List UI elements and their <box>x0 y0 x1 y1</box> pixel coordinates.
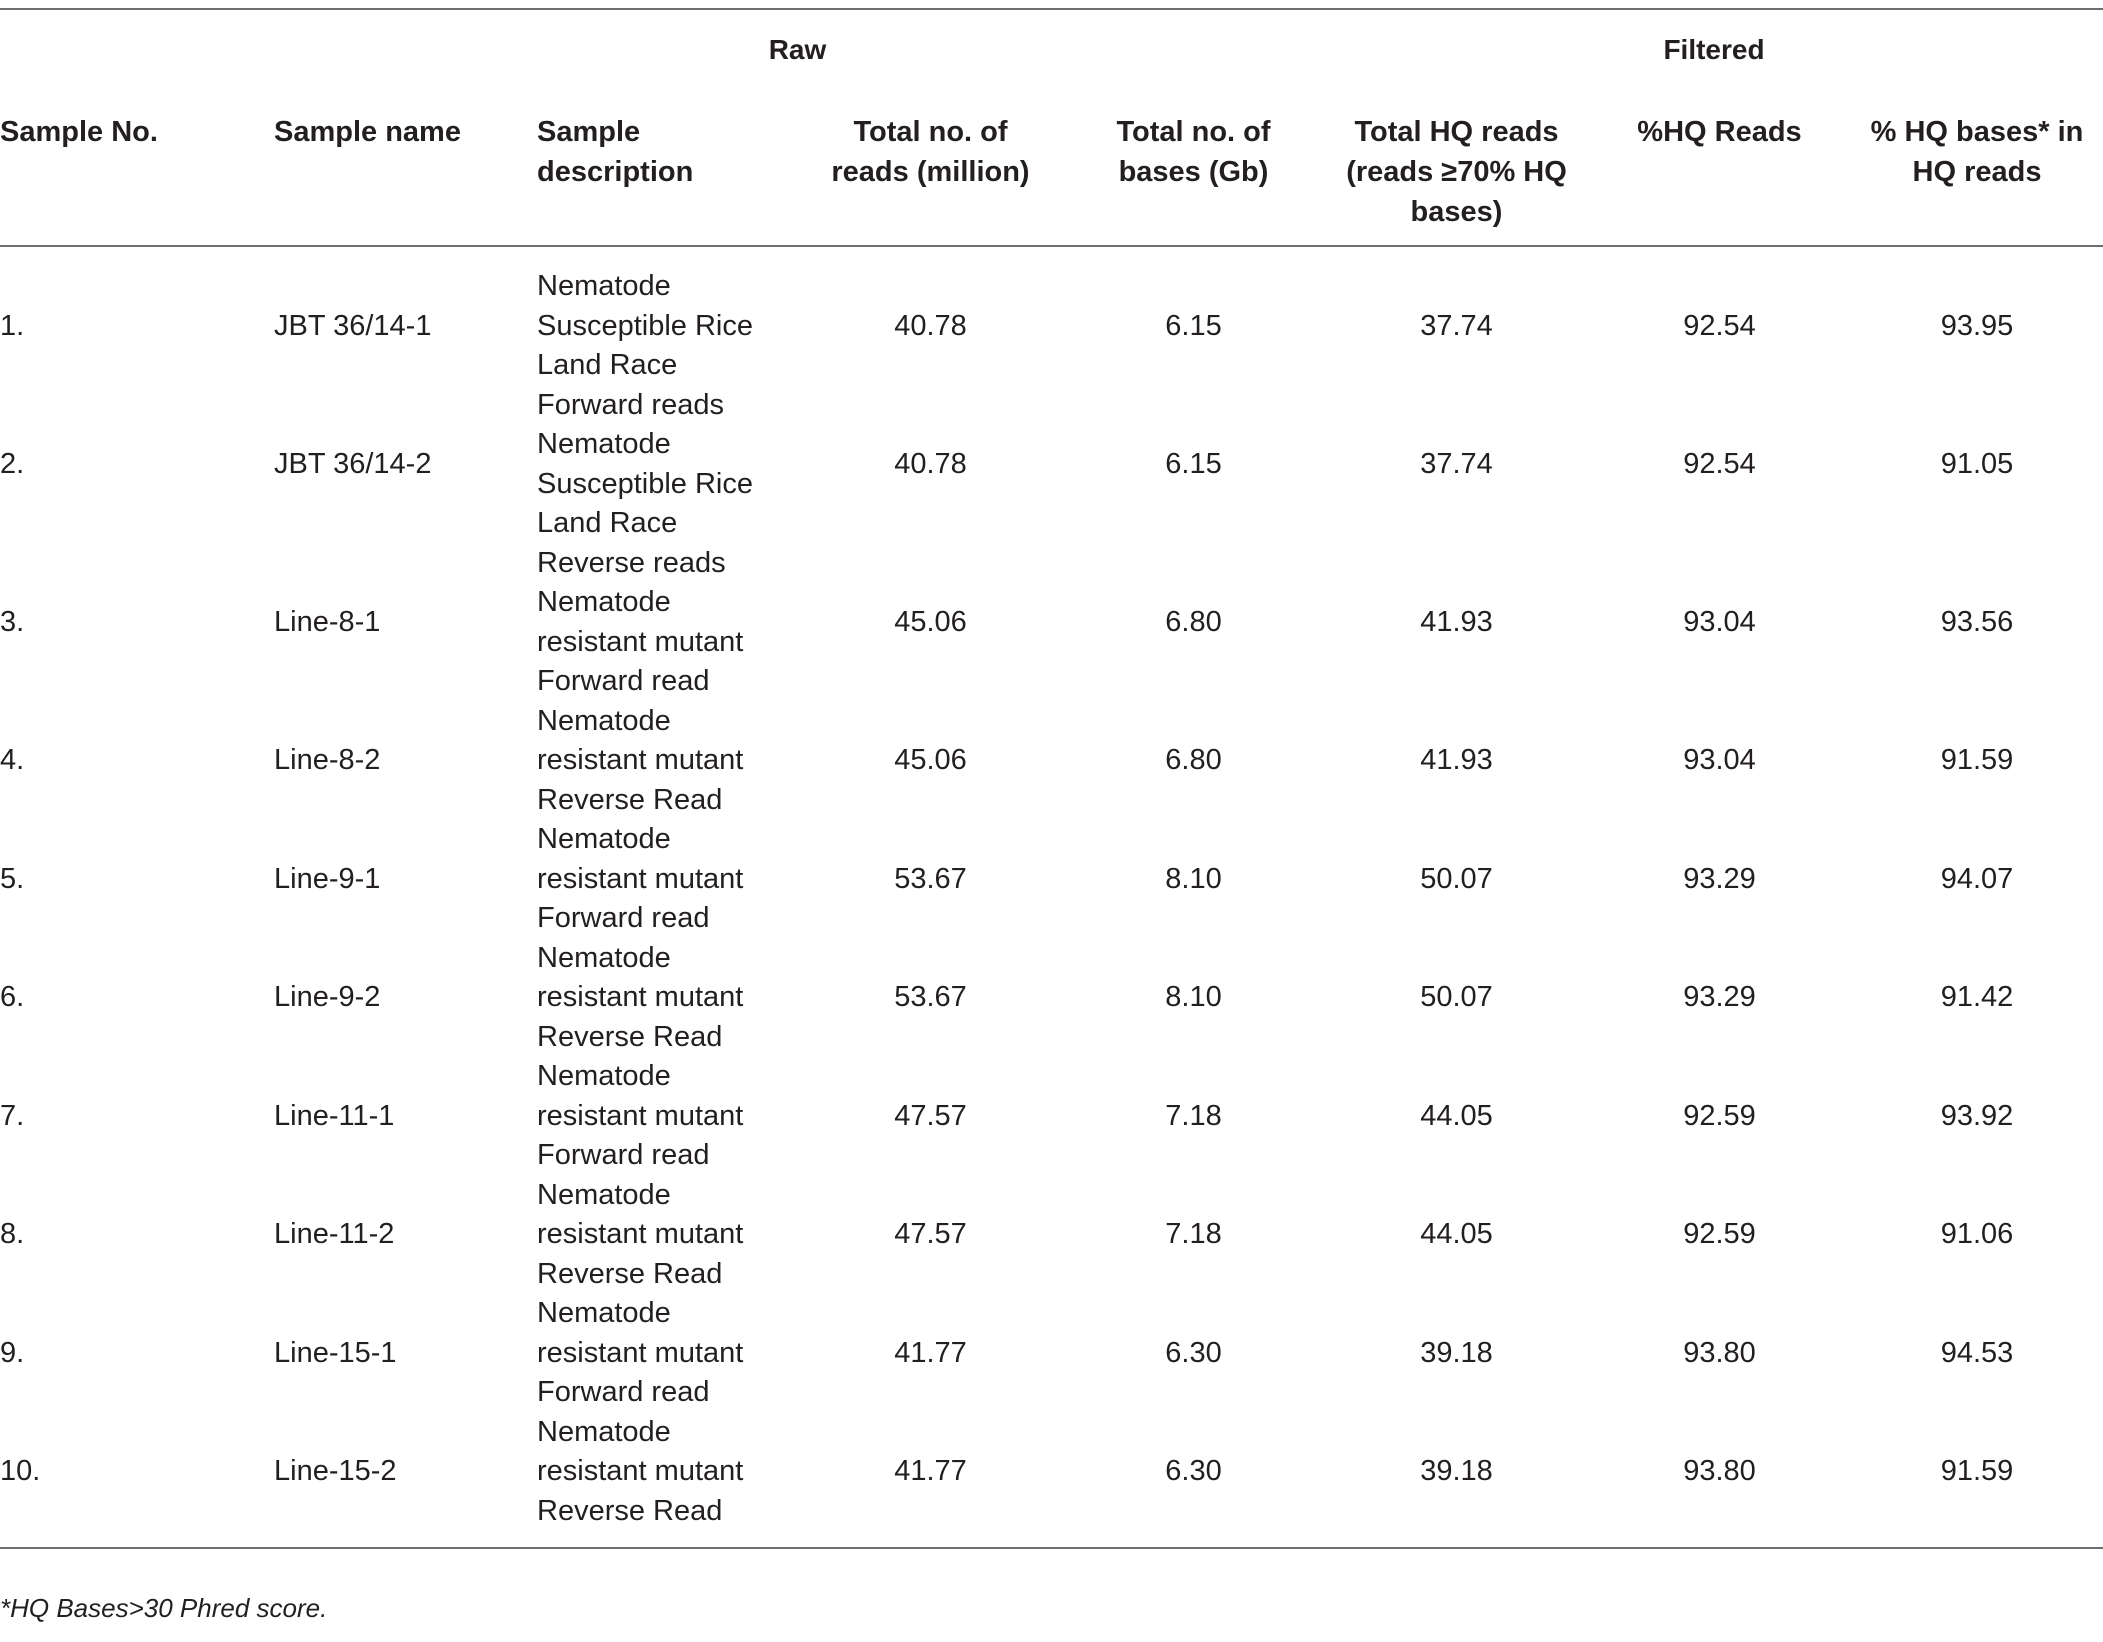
description-line: Nematode <box>537 270 671 302</box>
cell-pct-hq-bases: 91.59 <box>1851 1413 2103 1549</box>
header-sample-no <box>0 90 274 246</box>
cell-sample-name: Line-11-2 <box>274 1218 395 1250</box>
description-line: Susceptible Rice <box>537 309 753 342</box>
cell-pct-hq-reads: 93.04 <box>1683 744 1756 776</box>
cell-sample-description <box>537 1413 799 1549</box>
cell-sample-name: Line-8-1 <box>274 605 381 638</box>
description-line: Nematode <box>537 428 671 460</box>
cell-total-hq-reads: 37.74 <box>1420 309 1493 342</box>
cell-pct-hq-bases: 91.05 <box>1940 447 2014 480</box>
table-row <box>0 1057 2103 1176</box>
table-row <box>0 246 2103 386</box>
header-line: Total no. of <box>1116 116 1271 148</box>
cell-pct-hq-bases: 93.92 <box>1940 1099 2014 1132</box>
cell-total-bases: 8.10 <box>1165 981 1222 1013</box>
cell-pct-hq-reads: 93.29 <box>1683 862 1756 895</box>
cell-total-reads: 47.57 <box>894 1099 967 1132</box>
cell-total-bases: 6.80 <box>1165 605 1222 638</box>
cell-sample-description <box>537 1294 799 1413</box>
description-line: Nematode <box>537 704 671 737</box>
group-header-row <box>0 9 2103 90</box>
description-line: resistant mutant <box>537 981 744 1013</box>
table-row <box>0 386 2103 544</box>
cell-total-reads: 53.67 <box>894 862 967 895</box>
cell-pct-hq-bases: 94.07 <box>1940 862 2014 895</box>
description-line: resistant mutant <box>537 744 744 776</box>
header-line: (reads ≥70% HQ <box>1346 156 1567 188</box>
description-line: Reverse Read <box>537 1020 723 1053</box>
header-total-hq-reads <box>1325 90 1588 246</box>
cell-sample-no: 1. <box>0 309 25 342</box>
cell-pct-hq-reads: 93.80 <box>1683 1336 1756 1369</box>
cell-total-reads: 40.78 <box>894 447 967 480</box>
description-line: Reverse Read <box>537 1257 723 1290</box>
header-line: Sample <box>537 116 641 148</box>
header-line: Sample name <box>274 116 461 148</box>
table-row <box>0 1413 2103 1549</box>
cell-sample-description <box>537 820 799 939</box>
cell-sample-description <box>537 386 799 544</box>
header-line: %HQ Reads <box>1637 116 1802 148</box>
description-line: Forward read <box>537 1376 710 1408</box>
description-line: resistant mutant <box>537 1099 744 1132</box>
cell-total-bases: 7.18 <box>1165 1099 1222 1132</box>
header-line: HQ reads <box>1912 156 2042 188</box>
cell-sample-no: 3. <box>0 605 25 638</box>
table-footnote: *HQ Bases>30 Phred score. <box>0 1593 328 1623</box>
cell-sample-description <box>537 939 799 1058</box>
header-line: bases (Gb) <box>1118 156 1269 188</box>
cell-total-hq-reads: 44.05 <box>1420 1218 1493 1250</box>
cell-sample-no: 2. <box>0 447 25 480</box>
cell-pct-hq-reads: 92.54 <box>1683 447 1756 480</box>
cell-sample-name: JBT 36/14-2 <box>274 447 432 480</box>
description-line: Nematode <box>537 586 671 618</box>
cell-sample-description <box>537 702 799 821</box>
table-row <box>0 544 2103 702</box>
cell-sample-no: 7. <box>0 1099 25 1132</box>
column-header-row <box>0 90 2103 246</box>
header-line: bases) <box>1410 196 1503 228</box>
header-pct-hq-reads <box>1588 90 1851 246</box>
cell-sample-description <box>537 544 799 702</box>
table-row <box>0 820 2103 939</box>
description-line: Nematode <box>537 1297 671 1329</box>
cell-pct-hq-reads: 92.59 <box>1683 1218 1756 1250</box>
cell-total-bases: 6.30 <box>1165 1336 1222 1369</box>
description-line: Nematode <box>537 941 671 974</box>
sequencing-data-table <box>0 8 2103 1549</box>
cell-pct-hq-reads: 92.54 <box>1683 309 1756 342</box>
cell-total-bases: 8.10 <box>1165 862 1222 895</box>
header-line: % HQ bases* in <box>1870 116 2084 148</box>
description-line: Forward read <box>537 1139 710 1171</box>
table-row <box>0 1294 2103 1413</box>
description-line: Susceptible Rice <box>537 467 753 500</box>
description-line: resistant mutant <box>537 862 744 895</box>
description-line: resistant mutant <box>537 1455 744 1487</box>
cell-sample-no: 10. <box>0 1413 274 1549</box>
cell-sample-name: Line-11-1 <box>274 1099 395 1132</box>
cell-sample-no: 4. <box>0 744 25 776</box>
cell-total-reads: 45.06 <box>894 744 967 776</box>
header-sample-description <box>537 90 799 246</box>
cell-total-hq-reads: 41.93 <box>1420 744 1493 776</box>
cell-total-bases: 6.15 <box>1165 447 1222 480</box>
cell-pct-hq-bases: 91.06 <box>1940 1218 2014 1250</box>
header-line: description <box>537 156 694 188</box>
description-line: Land Race <box>537 349 678 381</box>
cell-total-hq-reads: 39.18 <box>1420 1336 1493 1369</box>
cell-pct-hq-bases: 93.56 <box>1940 605 2014 638</box>
cell-pct-hq-bases: 93.95 <box>1940 309 2014 342</box>
cell-sample-name: Line-15-1 <box>274 1336 397 1369</box>
description-line: Nematode <box>537 1060 671 1092</box>
cell-pct-hq-bases: 91.59 <box>1940 744 2014 776</box>
cell-sample-name: Line-9-1 <box>274 862 381 895</box>
description-line: Nematode <box>537 1178 671 1211</box>
cell-pct-hq-reads: 93.29 <box>1683 981 1756 1013</box>
cell-total-hq-reads: 50.07 <box>1420 862 1493 895</box>
cell-total-hq-reads: 50.07 <box>1420 981 1493 1013</box>
cell-total-bases: 6.30 <box>1062 1413 1325 1549</box>
cell-pct-hq-reads: 93.80 <box>1588 1413 1851 1549</box>
header-line: Sample No. <box>0 116 158 148</box>
description-line: resistant mutant <box>537 1336 744 1369</box>
cell-total-hq-reads: 37.74 <box>1420 447 1493 480</box>
cell-total-reads: 45.06 <box>894 605 967 638</box>
cell-total-bases: 7.18 <box>1165 1218 1222 1250</box>
header-line: reads (million) <box>831 156 1030 188</box>
cell-total-hq-reads: 39.18 <box>1325 1413 1588 1549</box>
cell-sample-description <box>537 246 799 386</box>
cell-pct-hq-reads: 92.59 <box>1683 1099 1756 1132</box>
cell-sample-name: Line-8-2 <box>274 744 381 776</box>
header-sample-name <box>274 90 537 246</box>
description-line: Nematode <box>537 823 671 855</box>
table-row <box>0 939 2103 1058</box>
cell-total-bases: 6.80 <box>1165 744 1222 776</box>
description-line: resistant mutant <box>537 625 744 658</box>
description-line: Land Race <box>537 507 678 539</box>
header-line: Total no. of <box>853 116 1008 148</box>
cell-sample-no: 5. <box>0 862 25 895</box>
cell-total-reads: 41.77 <box>894 1336 967 1369</box>
header-total-bases <box>1062 90 1325 246</box>
description-line: Reverse reads <box>537 546 726 579</box>
cell-sample-description <box>537 1176 799 1295</box>
group-header-raw: Raw <box>0 9 1325 90</box>
cell-sample-name: Line-9-2 <box>274 981 381 1013</box>
table-row <box>0 702 2103 821</box>
cell-total-reads: 40.78 <box>894 309 967 342</box>
cell-sample-no: 9. <box>0 1336 25 1369</box>
table-body <box>0 246 2103 1548</box>
group-header-filtered: Filtered <box>1325 9 2103 90</box>
description-line: Nematode <box>537 1415 671 1448</box>
cell-pct-hq-bases: 91.42 <box>1940 981 2014 1013</box>
cell-total-reads: 41.77 <box>799 1413 1062 1549</box>
cell-sample-description <box>537 1057 799 1176</box>
cell-total-hq-reads: 44.05 <box>1420 1099 1493 1132</box>
description-line: resistant mutant <box>537 1218 744 1250</box>
cell-sample-no: 8. <box>0 1218 25 1250</box>
table-row <box>0 1176 2103 1295</box>
header-total-reads <box>799 90 1062 246</box>
cell-sample-no: 6. <box>0 981 25 1013</box>
description-line: Reverse Read <box>537 1494 723 1527</box>
cell-pct-hq-bases: 94.53 <box>1940 1336 2014 1369</box>
cell-total-hq-reads: 41.93 <box>1420 605 1493 638</box>
description-line: Reverse Read <box>537 783 723 816</box>
cell-total-reads: 53.67 <box>894 981 967 1013</box>
cell-pct-hq-reads: 93.04 <box>1683 605 1756 638</box>
cell-sample-name: JBT 36/14-1 <box>274 309 432 342</box>
header-pct-hq-bases <box>1851 90 2103 246</box>
description-line: Forward read <box>537 665 710 697</box>
cell-total-bases: 6.15 <box>1165 309 1222 342</box>
description-line: Forward read <box>537 902 710 934</box>
cell-total-reads: 47.57 <box>894 1218 967 1250</box>
cell-sample-name: Line-15-2 <box>274 1413 537 1549</box>
header-line: Total HQ reads <box>1354 116 1559 148</box>
description-line: Forward reads <box>537 388 724 421</box>
